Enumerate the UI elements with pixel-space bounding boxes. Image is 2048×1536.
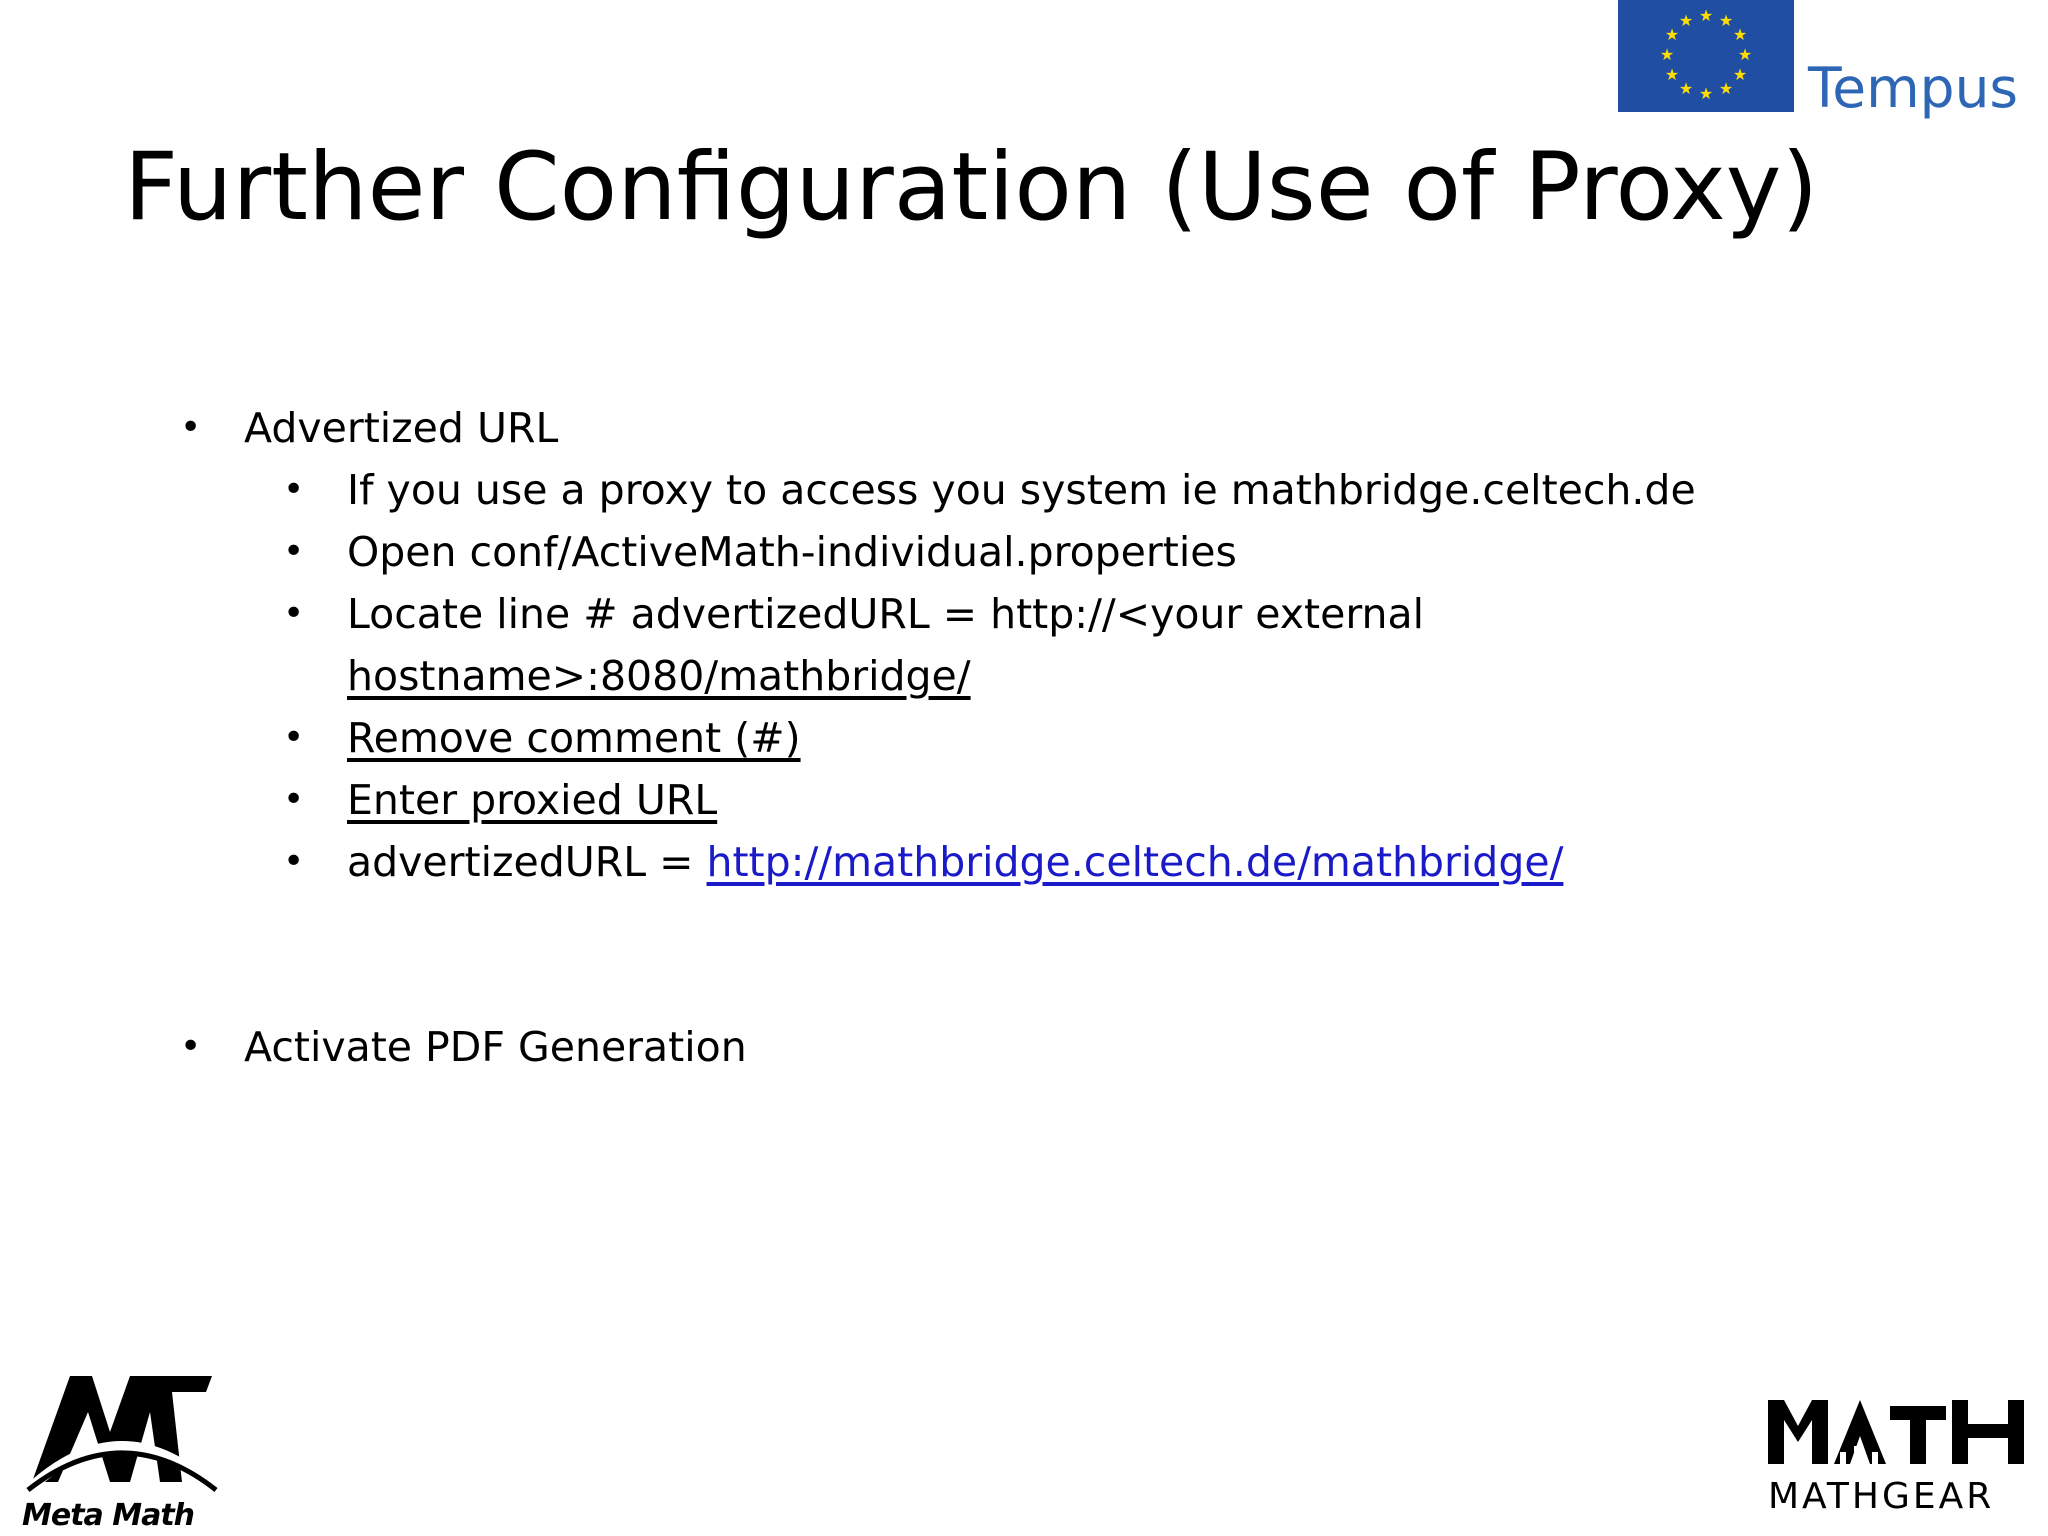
svg-text:★: ★ xyxy=(1732,25,1748,44)
svg-text:★: ★ xyxy=(1698,6,1714,25)
advertized-url-prefix: advertizedURL = xyxy=(347,838,707,886)
remove-comment-text: Remove comment (#) xyxy=(347,714,801,762)
svg-text:★: ★ xyxy=(1678,79,1694,98)
mathgear-wordmark: MATHGEAR xyxy=(1768,1476,1995,1517)
bullet-proxy-info: If you use a proxy to access you system ie mathbridge.celtech.de xyxy=(347,466,1696,514)
bullet-enter-proxied-url xyxy=(347,769,717,831)
bullet-icon: • xyxy=(180,407,202,448)
metamath-logo xyxy=(22,1372,222,1532)
bullet-icon: • xyxy=(283,841,305,882)
bullet-icon: • xyxy=(283,531,305,572)
bullet-remove-comment xyxy=(347,707,801,769)
bullet-open-conf: Open conf/ActiveMath-individual.properties xyxy=(347,528,1237,576)
metamath-emblem-icon xyxy=(22,1372,222,1498)
slide-title: Further Configuration (Use of Proxy) xyxy=(124,133,1819,242)
tempus-wordmark: Tempus xyxy=(1808,56,2019,120)
metamath-wordmark: Meta Math xyxy=(22,1498,195,1533)
bullet-icon: • xyxy=(283,779,305,820)
mathbridge-link[interactable]: http://mathbridge.celtech.de/mathbridge/ xyxy=(706,838,1564,886)
svg-text:★: ★ xyxy=(1678,11,1694,30)
svg-text:★: ★ xyxy=(1718,11,1734,30)
bullet-icon: • xyxy=(283,593,305,634)
enter-proxied-url-text: Enter proxied URL xyxy=(347,776,718,824)
bullet-icon: • xyxy=(283,717,305,758)
svg-text:★: ★ xyxy=(1664,25,1680,44)
svg-text:★: ★ xyxy=(1698,84,1714,103)
svg-text:★: ★ xyxy=(1664,65,1680,84)
bullet-advertized-url: Advertized URL xyxy=(244,404,559,452)
mathgear-logo xyxy=(1768,1396,2038,1526)
svg-text:★: ★ xyxy=(1718,79,1734,98)
mathgear-emblem-icon xyxy=(1768,1396,2028,1472)
bullet-icon: • xyxy=(180,1026,202,1067)
bullet-locate-line: Locate line # advertizedURL = http://<your external xyxy=(347,590,1424,638)
bullet-advertized-url-value xyxy=(347,831,1563,893)
bullet-icon: • xyxy=(283,469,305,510)
svg-text:★: ★ xyxy=(1659,45,1675,64)
locate-line-continuation: hostname>:8080/mathbridge/ xyxy=(347,652,971,700)
svg-text:★: ★ xyxy=(1732,65,1748,84)
bullet-activate-pdf: Activate PDF Generation xyxy=(244,1023,747,1071)
bullet-locate-line-cont xyxy=(347,645,971,707)
svg-text:★: ★ xyxy=(1737,45,1753,64)
